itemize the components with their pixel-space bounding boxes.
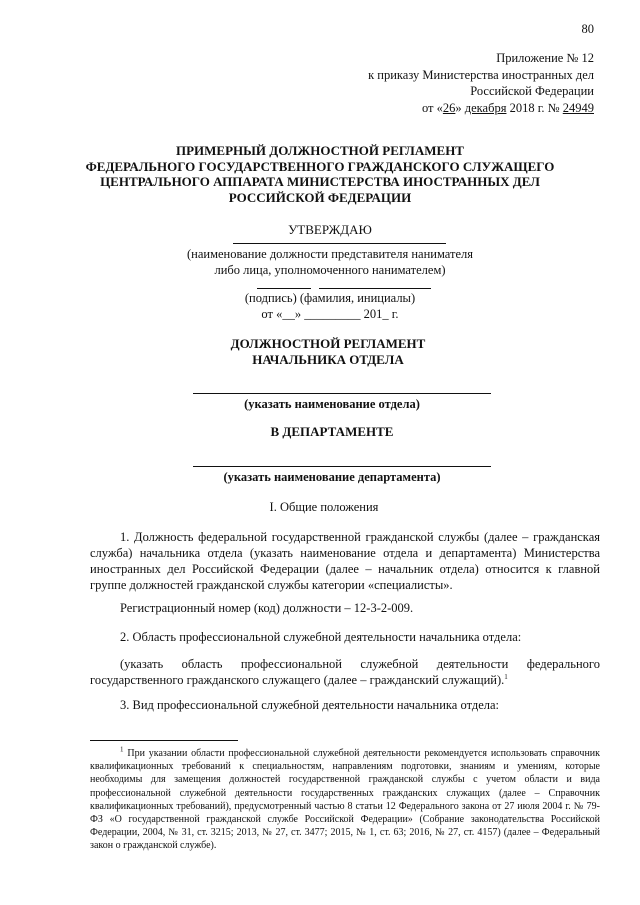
paragraph-2: Регистрационный номер (код) должности – 12-3-2-009.: [120, 601, 414, 615]
section-heading: I. Общие положения: [269, 500, 379, 514]
paragraph-4-text: (указать область профессиональной служебной деятельности федерального государственного гражданского служащего (далее – гражданский служащий).: [90, 657, 600, 687]
position-caption: [10, 246, 640, 278]
approve-heading: УТВЕРЖДАЮ: [288, 222, 372, 237]
paragraph-5: 3. Вид профессиональной служебной деятельности начальника отдела:: [120, 698, 500, 712]
date-month: декабря: [464, 100, 507, 115]
paragraph-4: [90, 656, 600, 688]
paragraph-1: 1. Должность федеральной государственной гражданской службы (далее – гражданская служба) начальника отдела (указать наименование отдела и департамента) Министерства иностранных дел Российской Федерации (далее – начальник отдела) относится к главной группе должностей гражданской службы категории «специалисты».: [90, 530, 600, 592]
footnote: [90, 747, 600, 853]
regulation-title-line-2: НАЧАЛЬНИКА ОТДЕЛА: [252, 352, 404, 367]
footnote-mark: 1: [120, 745, 124, 754]
appendix-block: [368, 50, 594, 116]
date-prefix: от «: [421, 100, 443, 115]
date-mid: »: [455, 100, 465, 115]
document-title: [0, 143, 640, 205]
signature-line: [257, 288, 311, 289]
appendix-date-line: [368, 100, 594, 117]
title-line-2: ФЕДЕРАЛЬНОГО ГОСУДАРСТВЕННОГО ГРАЖДАНСКОГО СЛУЖАЩЕГО: [85, 158, 555, 174]
appendix-line-2: к приказу Министерства иностранных дел: [368, 67, 594, 82]
title-line-4: РОССИЙСКОЙ ФЕДЕРАЦИИ: [228, 189, 412, 205]
title-line-3: ЦЕНТРАЛЬНОГО АППАРАТА МИНИСТЕРСТВА ИНОСТРАННЫХ ДЕЛ: [100, 174, 540, 189]
department2-name-line: [193, 466, 491, 467]
position-caption-line-1: (наименование должности представителя нанимателя: [187, 247, 473, 261]
paragraph-3: 2. Область профессиональной служебной деятельности начальника отдела:: [120, 630, 522, 644]
position-line: [233, 243, 446, 244]
date-year: 2018 г. №: [506, 100, 563, 115]
department-caption: (указать наименование отдела): [244, 397, 420, 411]
date-number: 24949: [562, 100, 594, 115]
signature-caption: (подпись) (фамилия, инициалы): [244, 291, 416, 305]
department2-caption: (указать наименование департамента): [223, 470, 441, 484]
position-caption-line-2: либо лица, уполномоченного нанимателем): [214, 263, 446, 277]
footnote-separator: [90, 740, 238, 741]
appendix-line-1: Приложение № 12: [496, 51, 594, 65]
date-day: 26: [442, 100, 456, 115]
regulation-title: [8, 336, 640, 368]
regulation-title-line-1: ДОЛЖНОСТНОЙ РЕГЛАМЕНТ: [230, 336, 426, 351]
appendix-line-3: Российской Федерации: [470, 84, 594, 98]
name-line: [319, 288, 431, 289]
department-name-line: [193, 393, 491, 394]
footnote-reference: 1: [504, 672, 508, 681]
approval-date: от «__» _________ 201_ г.: [261, 307, 399, 321]
footnote-text: При указании области профессиональной служебной деятельности рекомендуется использовать справочник квалификационных требований к специальностям, направлениям подготовки, знаниям и умениям, которые необходимы для замещения должностей государственной гражданской службы с учетом области и вида профессиональной служебной деятельности государственных гражданских служащих (далее – Справочник квалификационных требований), предусмотренный частью 8 статьи 12 Федерального закона от 27 июля 2004 г. № 79-ФЗ «О государственной гражданской службе Российской Федерации» (Собрание законодательства Российской Федерации, 2004, № 31, ст. 3215; 2013, № 27, ст. 3477; 2015, № 1, ст. 63; 2016, № 27, ст. 4157) (далее – Федеральный закон о гражданской службе).: [90, 748, 601, 852]
title-line-1: ПРИМЕРНЫЙ ДОЛЖНОСТНОЙ РЕГЛАМЕНТ: [176, 143, 464, 158]
page-number: 80: [581, 22, 594, 36]
in-department-heading: В ДЕПАРТАМЕНТЕ: [270, 424, 394, 439]
